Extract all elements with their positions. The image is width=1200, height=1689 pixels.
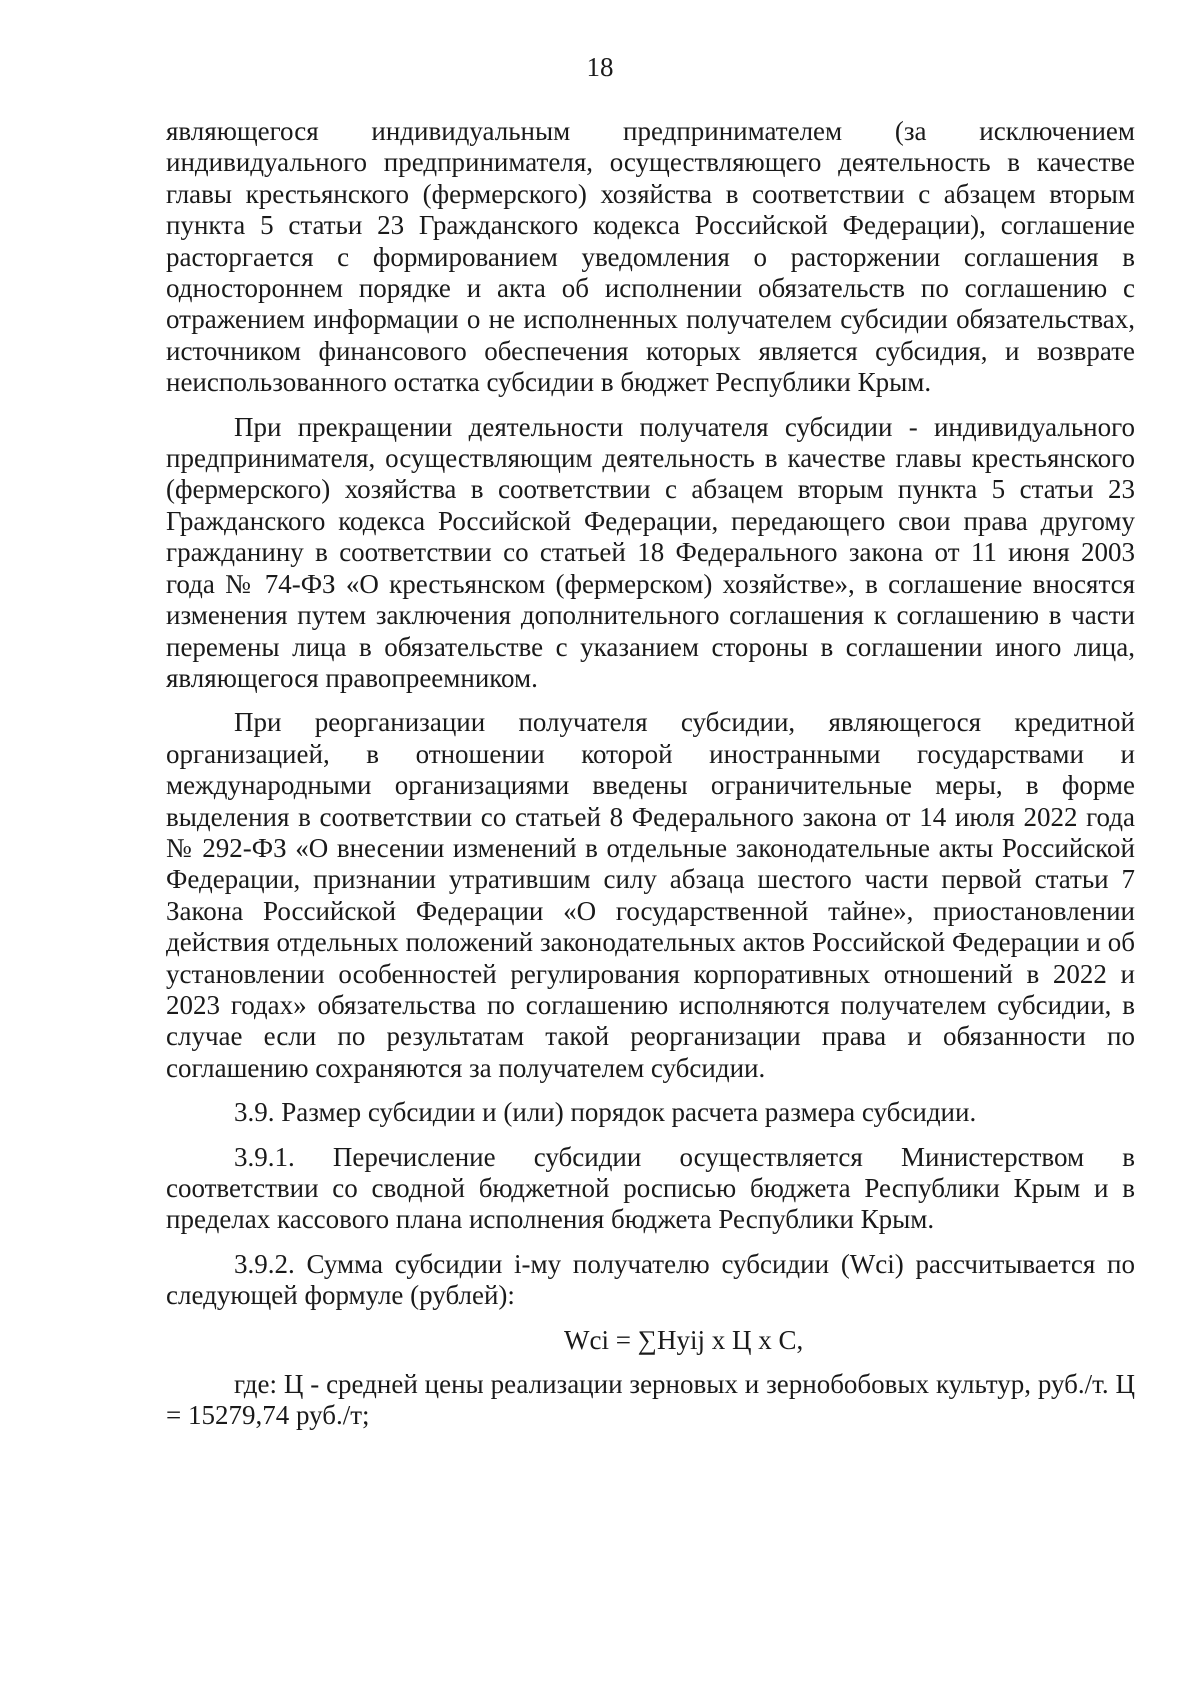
paragraph-section-3-9-1: 3.9.1. Перечисление субсидии осуществляется Министерством в соответствии со сводной бюджетной росписью бюджета Республики Крым и в пределах кассового плана исполнения бюджета Республики Крым. <box>166 1141 1135 1235</box>
paragraph-section-3-9-2: 3.9.2. Сумма субсидии i-му получателю субсидии (Wci) рассчитывается по следующей формуле (рублей): <box>166 1248 1135 1311</box>
paragraph-credit-org-reorganization: При реорганизации получателя субсидии, являющегося кредитной организацией, в отношении которой иностранными государствами и международными организациями введены ограничительные меры, в форме выделения в соответствии со статьей 8 Федерального закона от 14 июля 2022 года № 292-ФЗ «О внесении изменений в отдельные законодательные акты Российской Федерации, признании утратившим силу абзаца шестого части первой статьи 7 Закона Российской Федерации «О государственной тайне», приостановлении действия отдельных положений законодательных актов Российской Федерации и об установлении особенностей регулирования корпоративных отношений в 2022 и 2023 годах» обязательства по соглашению исполняются получателем субсидии, в случае если по результатам такой реорганизации права и обязанности по соглашению сохраняются за получателем субсидии. <box>166 707 1135 1083</box>
document-body <box>166 116 1135 1432</box>
subsidy-formula: Wci = ∑Hyij x Ц x С, <box>564 1324 804 1355</box>
paragraph-farmer-cessation: При прекращении деятельности получателя субсидии - индивидуального предпринимателя, осуществляющим деятельность в качестве главы крестьянского (фермерского) хозяйства в соответствии с абзацем вторым пункта 5 статьи 23 Гражданского кодекса Российской Федерации, передающего свои права другому гражданину в соответствии со статьей 18 Федерального закона от 11 июня 2003 года № 74-ФЗ «О крестьянском (фермерском) хозяйстве», в соглашение вносятся изменения путем заключения дополнительного соглашения к соглашению в части перемены лица в обязательстве с указанием стороны в соглашении иного лица, являющегося правопреемником. <box>166 411 1135 693</box>
paragraph-section-3-9-heading: 3.9. Размер субсидии и (или) порядок расчета размера субсидии. <box>234 1097 977 1128</box>
paragraph-price-definition: где: Ц - средней цены реализации зерновых и зернобобовых культур, руб./т. Ц = 15279,74 руб./т; <box>166 1369 1135 1431</box>
page-number: 18 <box>586 52 614 82</box>
paragraph-termination-continuation: являющегося индивидуальным предпринимателем (за исключением индивидуального предпринимателя, осуществляющего деятельность в качестве главы крестьянского (фермерского) хозяйства в соответствии с абзацем вторым пункта 5 статьи 23 Гражданского кодекса Российской Федерации), соглашение расторгается с формированием уведомления о расторжении соглашения в одностороннем порядке и акта об исполнении обязательств по соглашению с отражением информации о не исполненных получателем субсидии обязательствах, источником финансового обеспечения которых является субсидия, и возврате неиспользованного остатка субсидии в бюджет Республики Крым. <box>166 116 1135 398</box>
